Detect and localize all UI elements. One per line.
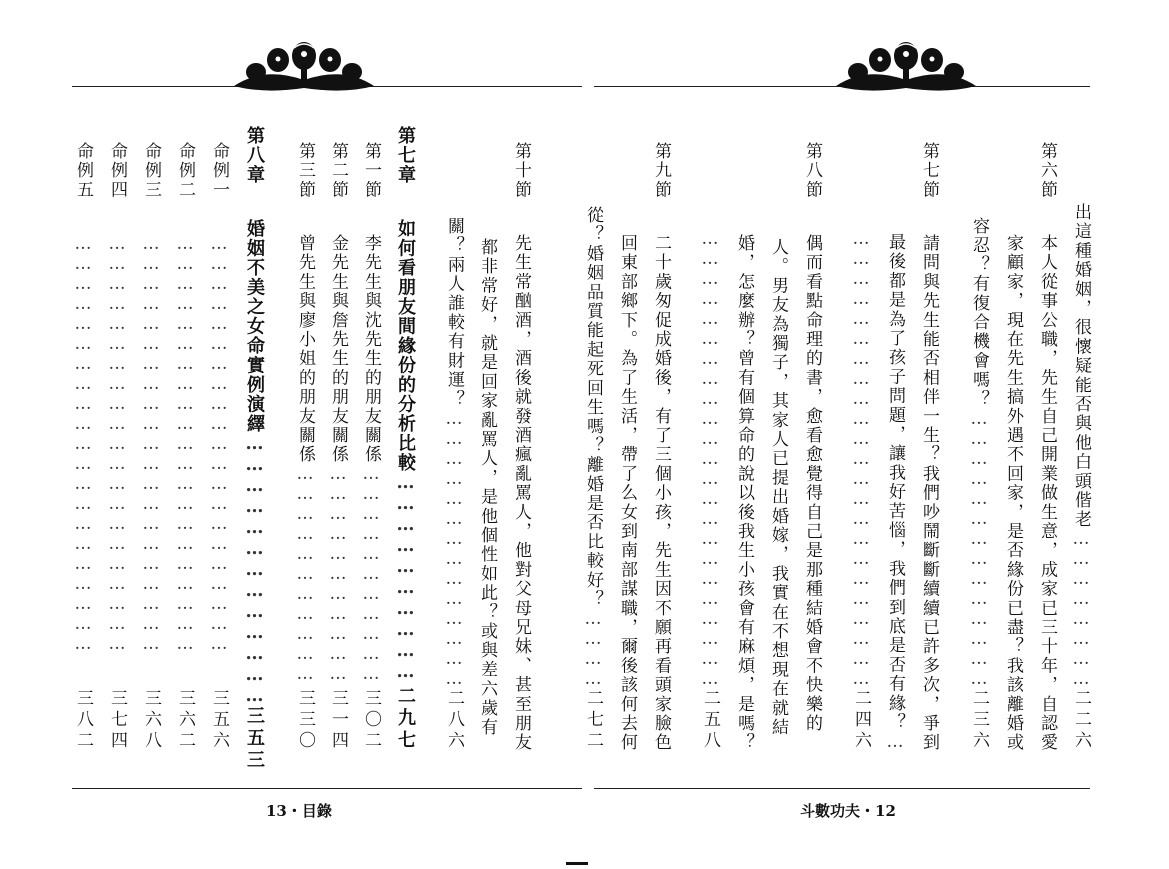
page-number: 二二六 xyxy=(1071,689,1091,752)
leader-dots: …………………………………… xyxy=(969,409,989,689)
leader-dots: ……………………………………………………… xyxy=(209,233,229,654)
toc-entry xyxy=(142,142,159,752)
section-label: 命例五 xyxy=(73,142,93,200)
entry-text: 偶而看點命理的書，愈看愈覺得自己是那種結婚會不快樂的 xyxy=(802,233,822,733)
leader-dots: …………………………… xyxy=(295,464,315,685)
toc-entry xyxy=(296,142,313,752)
toc-entry xyxy=(769,142,786,752)
toc-entry xyxy=(512,142,529,752)
leader-dots: …………………………………………………………… xyxy=(700,229,720,689)
page-number: 二七二 xyxy=(583,689,603,752)
toc-entry xyxy=(108,142,125,752)
page-number: 三六二 xyxy=(175,689,195,752)
leader-dots: …………………………… xyxy=(328,464,348,685)
page-number: 三五六 xyxy=(209,689,229,752)
leader-dots: ……………………………………………………… xyxy=(73,233,93,654)
chapter-title: 婚姻不美之女命實例演繹 xyxy=(244,218,265,433)
leader-dots: …………………………… xyxy=(361,464,381,685)
toc-entry xyxy=(74,142,91,752)
toc-entry xyxy=(735,142,752,752)
leader-dots: …………………… xyxy=(1071,529,1091,689)
toc-entry xyxy=(210,142,227,752)
entry-text: 容忍？有復合機會嗎？ xyxy=(969,217,989,409)
toc-entry xyxy=(886,142,903,752)
page-number: 二八六 xyxy=(444,689,464,752)
toc-entry xyxy=(1072,142,1089,752)
leader-dots: ………………………… xyxy=(395,472,416,682)
page-number: 三〇二 xyxy=(361,689,381,752)
section-label: 第二節 xyxy=(328,142,348,200)
toc-entry xyxy=(329,142,346,752)
page-number: 三五三 xyxy=(244,706,265,772)
toc-entry xyxy=(176,142,193,752)
footer-rule xyxy=(72,788,582,789)
section-label: 第六節 xyxy=(1037,142,1057,200)
section-label: 第八節 xyxy=(802,142,822,200)
entry-text: 本人從事公職，先生自己開業做生意，成家已三十年，自認愛 xyxy=(1037,233,1057,753)
page-folio: 13・目錄 xyxy=(266,802,332,820)
leader-dots: ………… xyxy=(583,609,603,689)
section-label: 第一節 xyxy=(361,142,381,200)
entry-text: 人。男友為獨子，其家人已提出婚嫁，我實在不想現在就結 xyxy=(768,238,788,738)
entry-text: 曾先生與廖小姐的朋友關係 xyxy=(295,233,315,465)
toc-entry xyxy=(652,142,669,752)
toc-entry xyxy=(701,142,718,752)
toc-entry xyxy=(244,126,265,772)
leader-dots: …………………………………… xyxy=(444,409,464,689)
toc-entry xyxy=(362,142,379,752)
entry-text: 金先生與詹先生的朋友關係 xyxy=(328,233,348,465)
entry-text: 回東部鄉下。為了生活，帶了么女到南部謀職，爾後該何去何 xyxy=(617,233,637,752)
toc-entry xyxy=(618,142,635,752)
footer-rule xyxy=(594,788,1090,789)
entry-text: 關？兩人誰較有財運？ xyxy=(444,217,464,409)
toc-entry xyxy=(1004,142,1021,752)
section-label: 命例四 xyxy=(107,142,127,200)
toc-entry xyxy=(445,142,462,752)
leader-dots: …………………………………………………………… xyxy=(851,229,871,689)
section-label: 命例二 xyxy=(175,142,195,200)
entry-text: 出這種婚姻，很懷疑能否與他白頭偕老 xyxy=(1071,202,1091,529)
entry-text: 家顧家，現在先生搞外遇不回家，是否緣份已盡？我該離婚或 xyxy=(1003,233,1023,752)
page-number: 三一四 xyxy=(328,689,348,752)
page-number: 三三〇 xyxy=(295,689,315,752)
right-page xyxy=(583,0,1169,869)
section-label: 第七節 xyxy=(919,142,939,200)
floral-ornament-icon xyxy=(224,36,384,96)
page-number: 三八二 xyxy=(73,689,93,752)
toc-entry xyxy=(970,142,987,752)
entry-text: 請問與先生能否相伴一生？我們吵鬧斷斷續續已許多次，爭到 xyxy=(919,233,939,753)
entry-text: 二十歲匆促成婚後，有了三個小孩，先生因不願再看頭家臉色 xyxy=(651,233,671,753)
page-number: 二三六 xyxy=(969,689,989,752)
toc-entry xyxy=(478,142,495,752)
leader-dots: ……………………………………………………… xyxy=(107,233,127,654)
section-label: 第十節 xyxy=(511,142,531,200)
leader-dots: ……………………………………………………… xyxy=(175,233,195,654)
leader-dots: ………………………………… xyxy=(244,433,265,706)
toc-entry xyxy=(852,142,869,752)
leader-dots: ……………………………………………………… xyxy=(141,233,161,654)
chapter-label: 第八章 xyxy=(244,126,265,185)
entry-text: 先生常酗酒，酒後就發酒瘋亂罵人，他對父母兄妹、甚至朋友 xyxy=(511,233,531,753)
section-label: 第三節 xyxy=(295,142,315,200)
chapter-title: 如何看朋友間緣份的分析比較 xyxy=(395,218,416,472)
toc-entry xyxy=(803,142,820,752)
page-number: 三六八 xyxy=(141,689,161,752)
entry-text: 從？婚姻品質能起死回生嗎？離婚是否比較好？ xyxy=(583,205,603,609)
page-number: 二四六 xyxy=(851,689,871,752)
entry-text: 婚，怎麼辦？曾有個算命的說以後我生小孩會有麻煩，是嗎？ xyxy=(734,233,754,752)
toc-entry xyxy=(1038,142,1055,752)
page-number: 二九七 xyxy=(395,686,416,752)
entry-text: 李先生與沈先生的朋友關係 xyxy=(361,233,381,465)
toc-entry xyxy=(920,142,937,752)
section-label: 命例三 xyxy=(141,142,161,200)
entry-text: 都非常好，就是回家亂罵人，是他個性如此？或與差六歲有 xyxy=(477,238,497,738)
toc-entry xyxy=(584,142,601,752)
page-number: 二五八 xyxy=(700,689,720,752)
toc-entry xyxy=(396,126,414,752)
page-number: 三七四 xyxy=(107,689,127,752)
spine-mark xyxy=(566,862,588,865)
leader-dots: … xyxy=(885,732,905,752)
section-label: 第九節 xyxy=(651,142,671,200)
entry-text: 最後都是為了孩子問題，讓我好苦惱，我們到底是否有緣？ xyxy=(885,232,905,732)
chapter-label: 第七章 xyxy=(395,126,416,185)
floral-ornament-icon xyxy=(826,36,986,96)
page-folio: 斗數功夫・12 xyxy=(800,802,896,820)
section-label: 命例一 xyxy=(209,142,229,200)
